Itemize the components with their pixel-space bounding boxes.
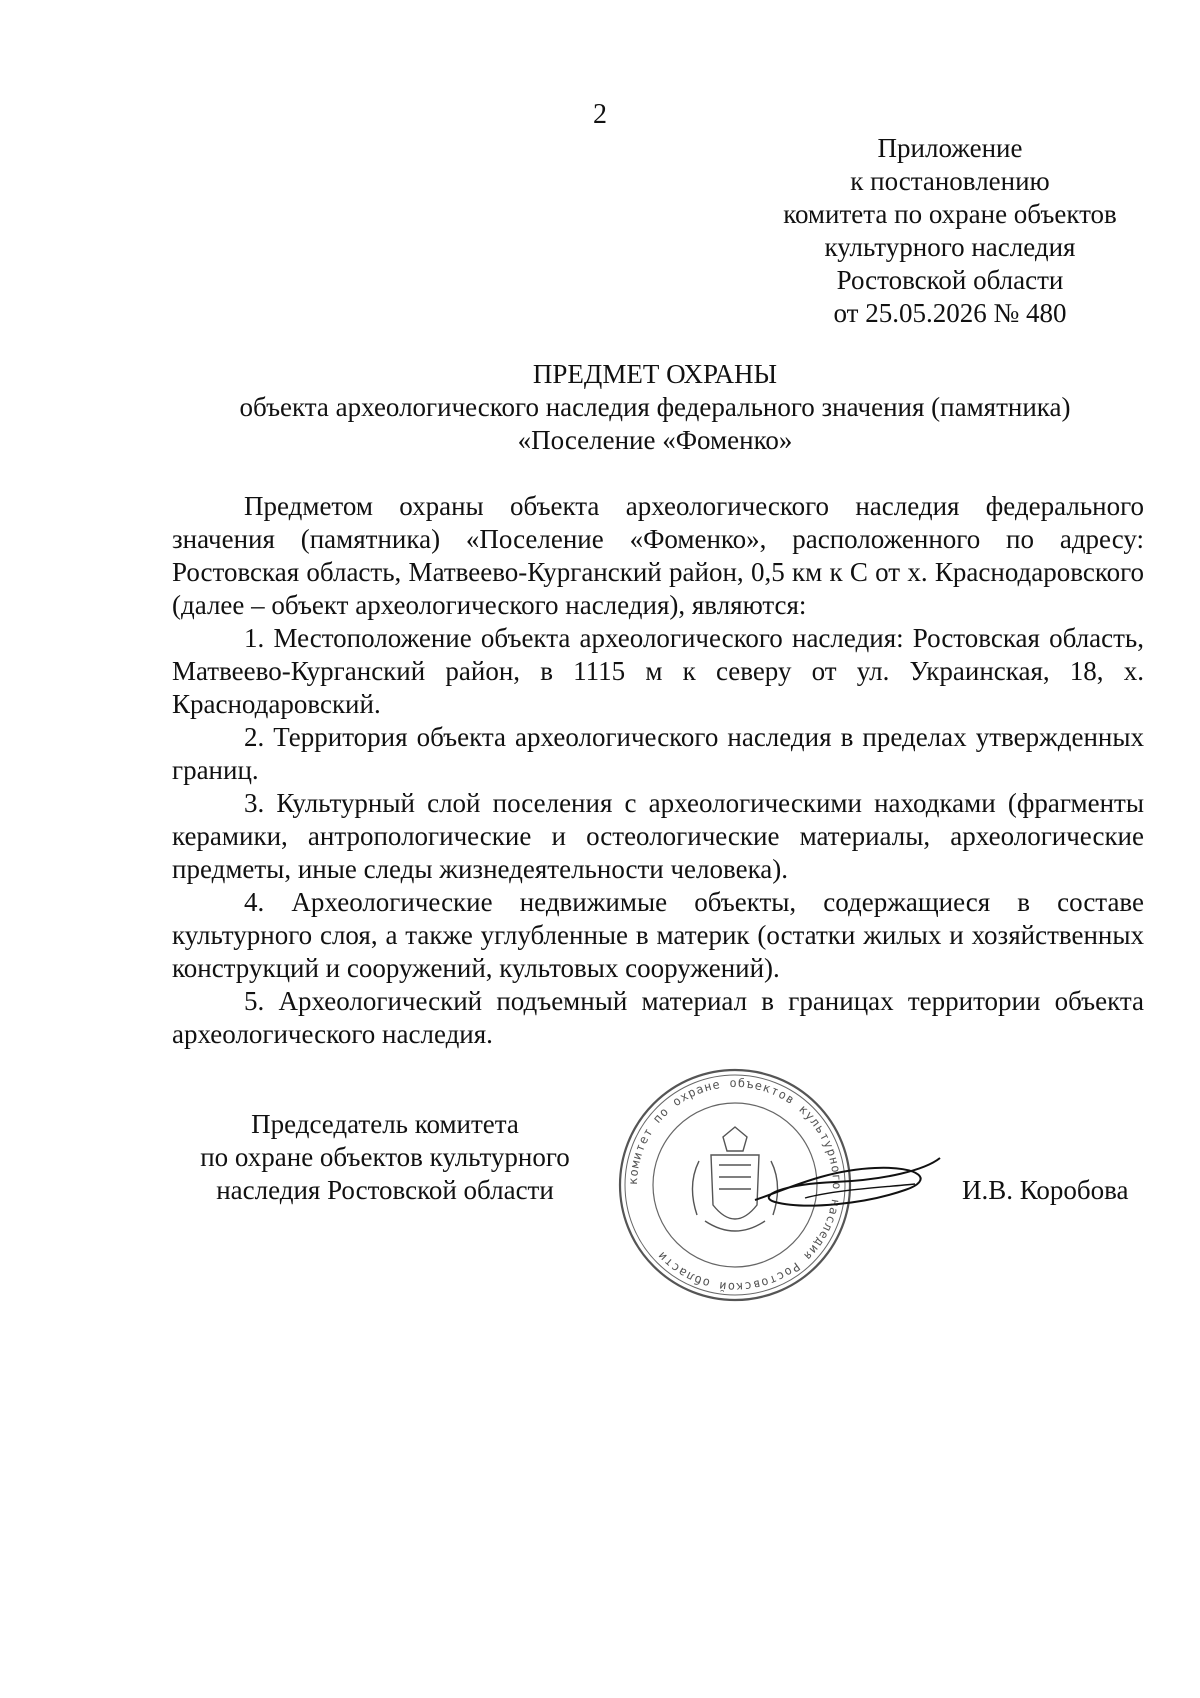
list-item: 1. Местоположение объекта археологического наследия: Ростовская область, Матвеево-Курганский район, в 1115 м к северу от ул. Украинская, 18, х. Краснодаровский. — [172, 623, 1144, 719]
document-subtitle: «Поселение «Фоменко» — [517, 425, 793, 455]
appendix-line: культурного наследия — [824, 232, 1076, 262]
appendix-block — [760, 132, 1140, 330]
position-line: по охране объектов культурного — [200, 1142, 570, 1172]
list-item: 4. Археологические недвижимые объекты, содержащиеся в составе культурного слоя, а также углубленные в материк (остатки жилых и хозяйственных конструкций и сооружений, культовых сооружений). — [172, 887, 1144, 983]
document-heading: ПРЕДМЕТ ОХРАНЫ — [532, 359, 778, 389]
list-item: 5. Археологический подъемный материал в границах территории объекта археологического наследия. — [172, 986, 1144, 1049]
appendix-line: к постановлению — [850, 166, 1050, 196]
appendix-line: от 25.05.2026 № 480 — [833, 298, 1067, 328]
signatory-name: И.В. Коробова — [962, 1175, 1129, 1205]
document-body — [172, 490, 1144, 1051]
seal-text: комитет по охране объектов культурного наследия Ростовской области — [625, 1075, 845, 1295]
signatory-position — [170, 1108, 600, 1207]
page-number: 2 — [593, 99, 607, 130]
appendix-line: Приложение — [877, 133, 1023, 163]
appendix-line: комитета по охране объектов — [783, 199, 1117, 229]
list-item: 3. Культурный слой поселения с археологическими находками (фрагменты керамики, антропологические и остеологические материалы, археологические предметы, иные следы жизнедеятельности человека). — [172, 788, 1144, 884]
handwritten-signature — [745, 1140, 945, 1230]
position-line: Председатель комитета — [251, 1109, 519, 1139]
appendix-line: Ростовской области — [836, 265, 1064, 295]
list-item: 2. Территория объекта археологического наследия в пределах утвержденных границ. — [172, 722, 1144, 785]
title-block — [160, 358, 1150, 457]
document-subtitle: объекта археологического наследия федерального значения (памятника) — [239, 392, 1071, 422]
intro-paragraph: Предметом охраны объекта археологического наследия федерального значения (памятника) «Поселение «Фоменко», расположенного по адресу: Ростовская область, Матвеево-Курганский район, 0,5 км к С от х. Краснодаровского (далее – объект археологического наследия), являются: — [172, 491, 1144, 620]
position-line: наследия Ростовской области — [216, 1175, 554, 1205]
